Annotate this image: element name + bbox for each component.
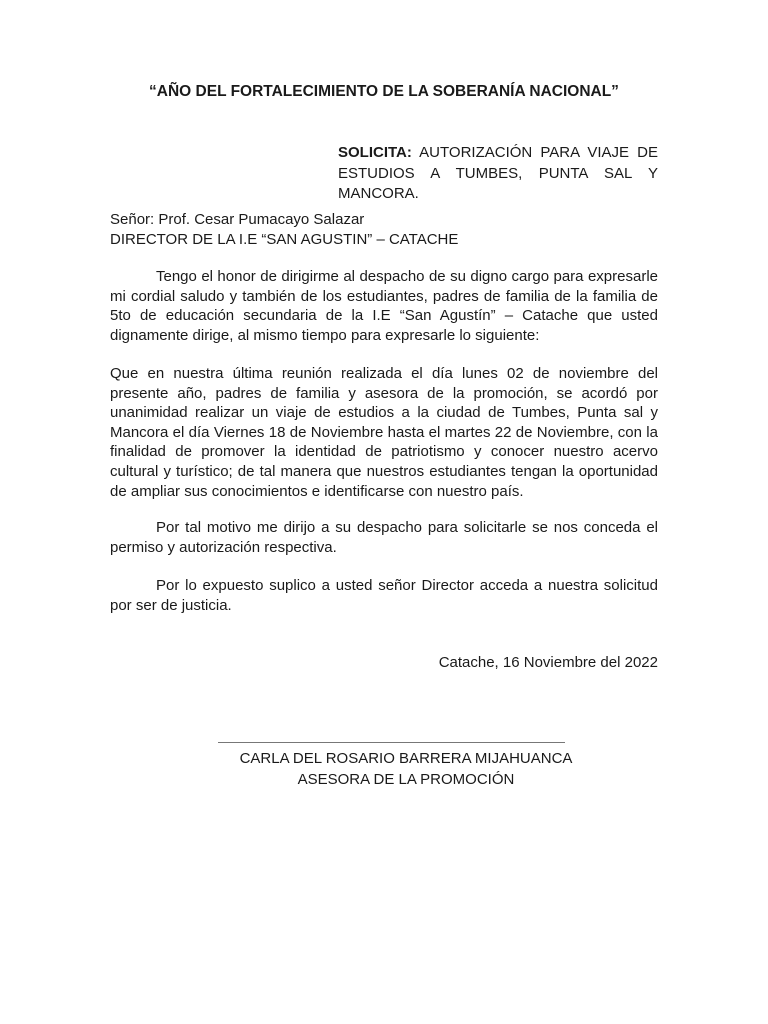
addressee-block (110, 210, 670, 250)
signature-line (218, 742, 565, 743)
addressee-name: Señor: Prof. Cesar Pumacayo Salazar (110, 211, 365, 228)
subject-block (338, 143, 658, 205)
addressee-title: DIRECTOR DE LA I.E “SAN AGUSTIN” – CATACHE (110, 231, 459, 248)
paragraph-closing: Por lo expuesto suplico a usted señor Director acceda a nuestra solicitud por ser de justicia. (110, 577, 658, 614)
place-date: Catache, 16 Noviembre del 2022 (438, 654, 658, 671)
signer-block (160, 749, 652, 790)
signer-role: ASESORA DE LA PROMOCIÓN (297, 770, 515, 788)
paragraph-agreement: Que en nuestra última reunión realizada el día lunes 02 de noviembre del presente año, padres de familia y asesora de la promoción, se acordó por unanimidad realizar un viaje de estudios a la ciudad de Tumbes, Punta sal y Mancora el día Viernes 18 de Noviembre hasta el martes 22 de Noviembre, con la finalidad de promover la identidad de patriotismo y conocer nuestro acervo cultural y turístico; de tal manera que nuestros estudiantes tengan la oportunidad de ampliar sus conocimientos e identificarse con nuestro país. (110, 365, 658, 500)
subject-label: SOLICITA: (338, 144, 412, 161)
paragraph-request: Por tal motivo me dirijo a su despacho para solicitarle se nos conceda el permiso y autorización respectiva. (110, 519, 658, 556)
subject-text: AUTORIZACIÓN PARA VIAJE DE ESTUDIOS A TUMBES, PUNTA SAL Y MANCORA. (338, 144, 658, 202)
signer-name: CARLA DEL ROSARIO BARRERA MIJAHUANCA (239, 750, 573, 767)
year-motto: “AÑO DEL FORTALECIMIENTO DE LA SOBERANÍA NACIONAL” (149, 83, 619, 100)
paragraph-greeting: Tengo el honor de dirigirme al despacho de su digno cargo para expresarle mi cordial saludo y también de los estudiantes, padres de familia de la familia de 5to de educación secundaria de la I.E “San Agustín” – Catache que usted dignamente dirige, al mismo tiempo para expresarle lo siguiente: (110, 268, 658, 344)
